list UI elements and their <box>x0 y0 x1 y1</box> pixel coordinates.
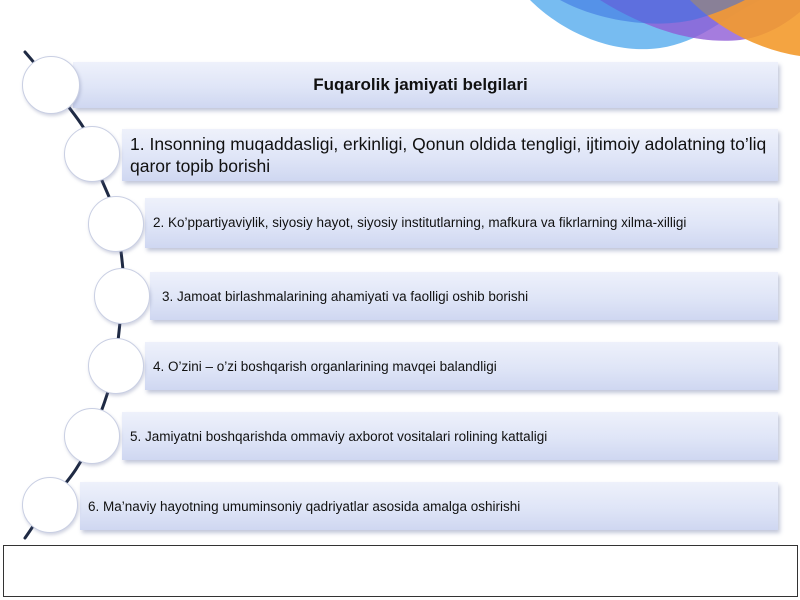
feature-item-6-circle <box>22 477 78 533</box>
feature-item-4-circle <box>88 338 144 394</box>
feature-item-2-text: 2. Ko’ppartiyaviylik, siyosiy hayot, siyosiy institutlarning, mafkura va fikrlarning xilma-xilligi <box>153 215 687 230</box>
feature-item-5-text: 5. Jamiyatni boshqarishda ommaviy axborot vositalari rolining kattaligi <box>130 428 548 444</box>
feature-item-1-text: 1. Insonning muqaddasligi, erkinligi, Qonun oldida tengligi, ijtimoiy adolatning to’liq qaror topib borishi <box>130 134 767 176</box>
feature-item-6-text: 6. Ma’naviy hayotning umuminsoniy qadriyatlar asosida amalga oshirishi <box>88 498 521 514</box>
feature-item-2 <box>145 198 778 248</box>
feature-item-5-circle <box>64 408 120 464</box>
feature-item-1 <box>122 129 778 181</box>
feature-item-4-text: 4. O’zini – o’zi boshqarish organlarining mavqei balandligi <box>153 358 497 374</box>
title-circle <box>22 56 80 114</box>
empty-text-box <box>3 545 798 597</box>
feature-item-6 <box>80 482 778 530</box>
feature-item-2-circle <box>88 196 144 252</box>
feature-item-4 <box>145 342 778 390</box>
slide-title: Fuqarolik jamiyati belgilari <box>313 75 528 94</box>
feature-item-5 <box>122 412 778 460</box>
feature-item-3 <box>150 272 778 320</box>
title-bar <box>73 62 778 108</box>
corner-swoosh-decoration <box>530 0 800 56</box>
feature-item-3-text: 3. Jamoat birlashmalarining ahamiyati va faolligi oshib borishi <box>162 288 529 304</box>
feature-item-3-circle <box>94 268 150 324</box>
feature-item-1-circle <box>64 126 120 182</box>
